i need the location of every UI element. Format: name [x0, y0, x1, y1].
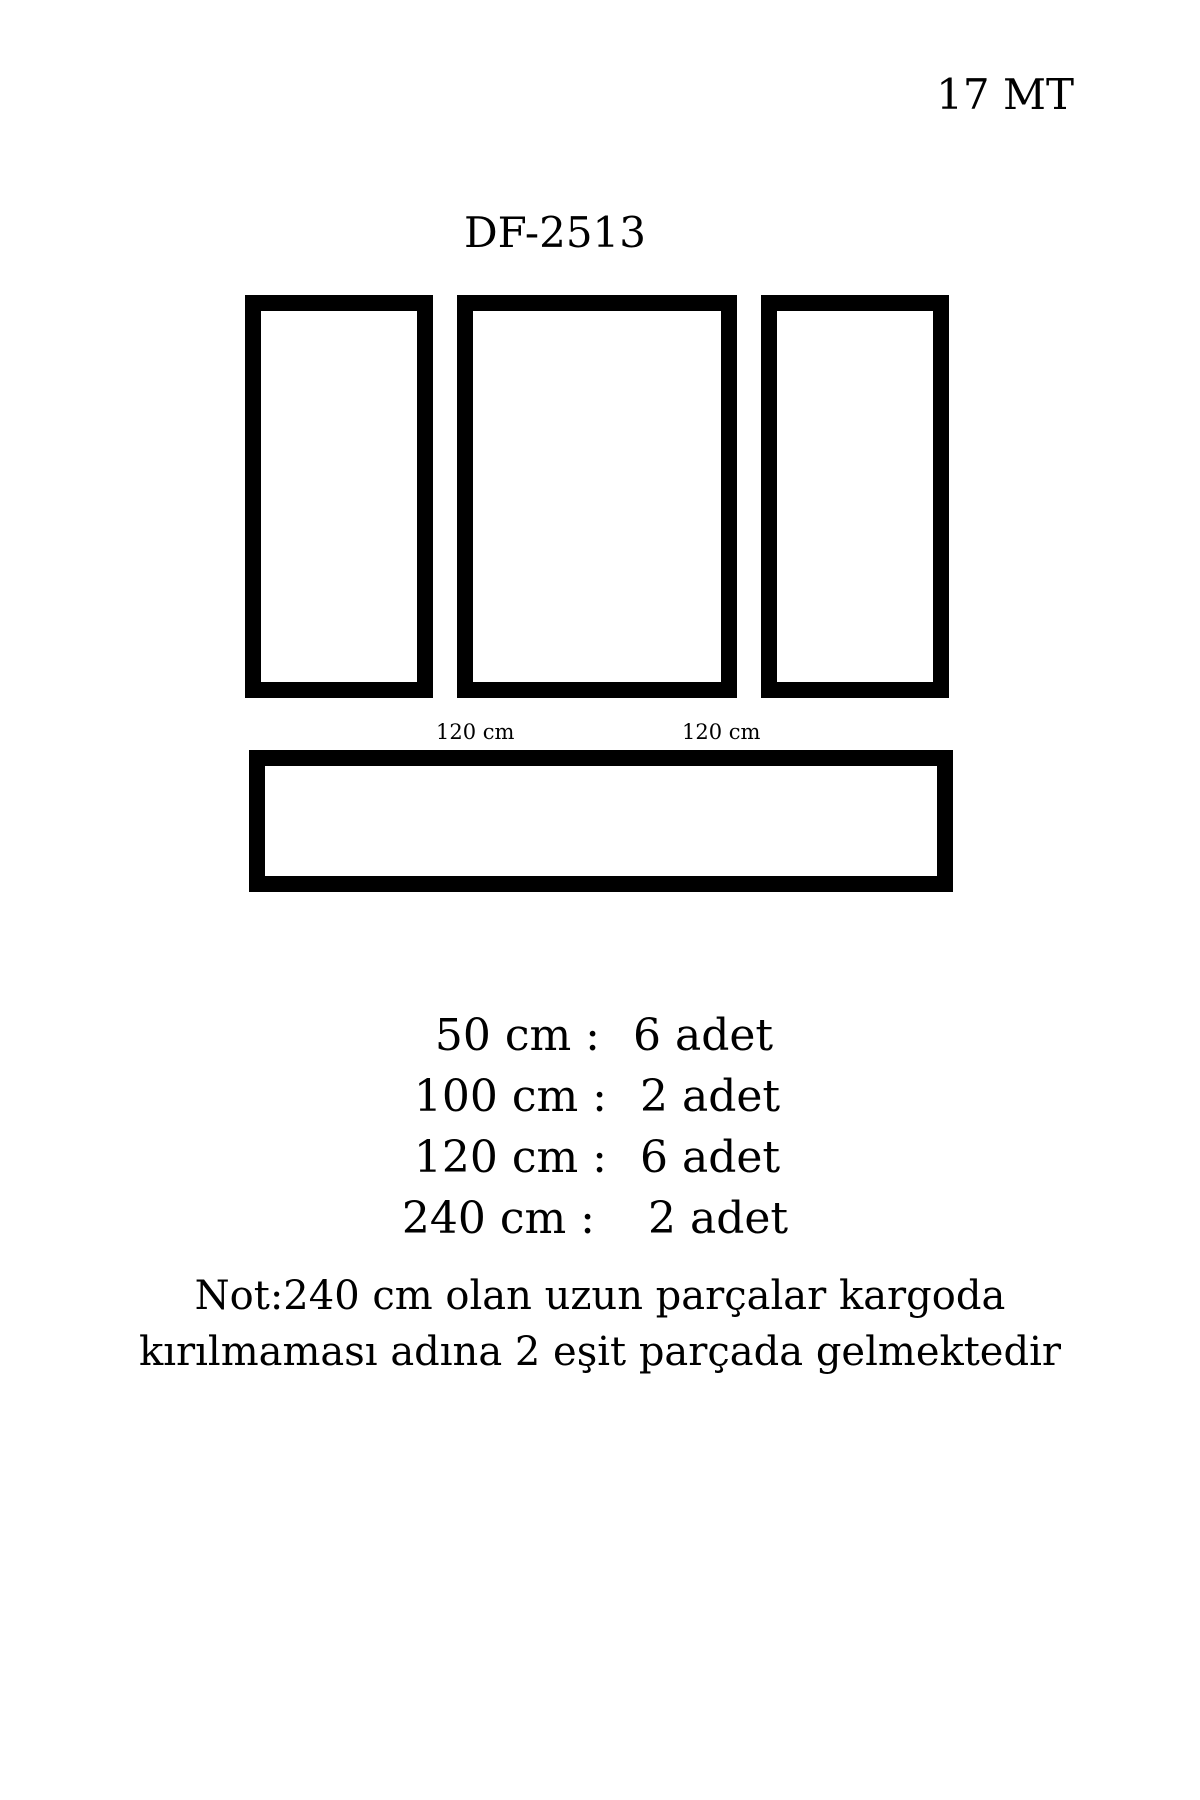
piece-quantity: 6 adet — [640, 1132, 781, 1183]
shipping-note — [100, 1268, 1100, 1380]
piece-row — [300, 1188, 900, 1249]
model-code-title: DF-2513 — [463, 208, 646, 257]
frame-bottom-rectangle — [249, 750, 953, 892]
frame-right-rectangle — [761, 295, 949, 698]
piece-quantity: 2 adet — [648, 1193, 789, 1244]
frame-center-rectangle — [457, 295, 737, 698]
dimension-label-right: 120 cm — [682, 720, 761, 744]
piece-row — [300, 1005, 900, 1066]
total-length-label: 17 MT — [936, 70, 1074, 119]
piece-length: 100 cm : — [413, 1071, 607, 1122]
piece-length: 120 cm : — [413, 1132, 607, 1183]
note-line-2: kırılmaması adına 2 eşit parçada gelmektedir — [138, 1329, 1061, 1375]
frame-left-rectangle — [245, 295, 433, 698]
piece-length: 240 cm : — [401, 1193, 595, 1244]
piece-row — [300, 1127, 900, 1188]
note-line-1: Not:240 cm olan uzun parçalar kargoda — [194, 1273, 1006, 1319]
piece-quantity: 6 adet — [633, 1010, 774, 1061]
piece-list — [300, 1005, 900, 1249]
dimension-label-left: 120 cm — [436, 720, 515, 744]
piece-length: 50 cm : — [434, 1010, 600, 1061]
piece-quantity: 2 adet — [640, 1071, 781, 1122]
piece-row — [300, 1066, 900, 1127]
